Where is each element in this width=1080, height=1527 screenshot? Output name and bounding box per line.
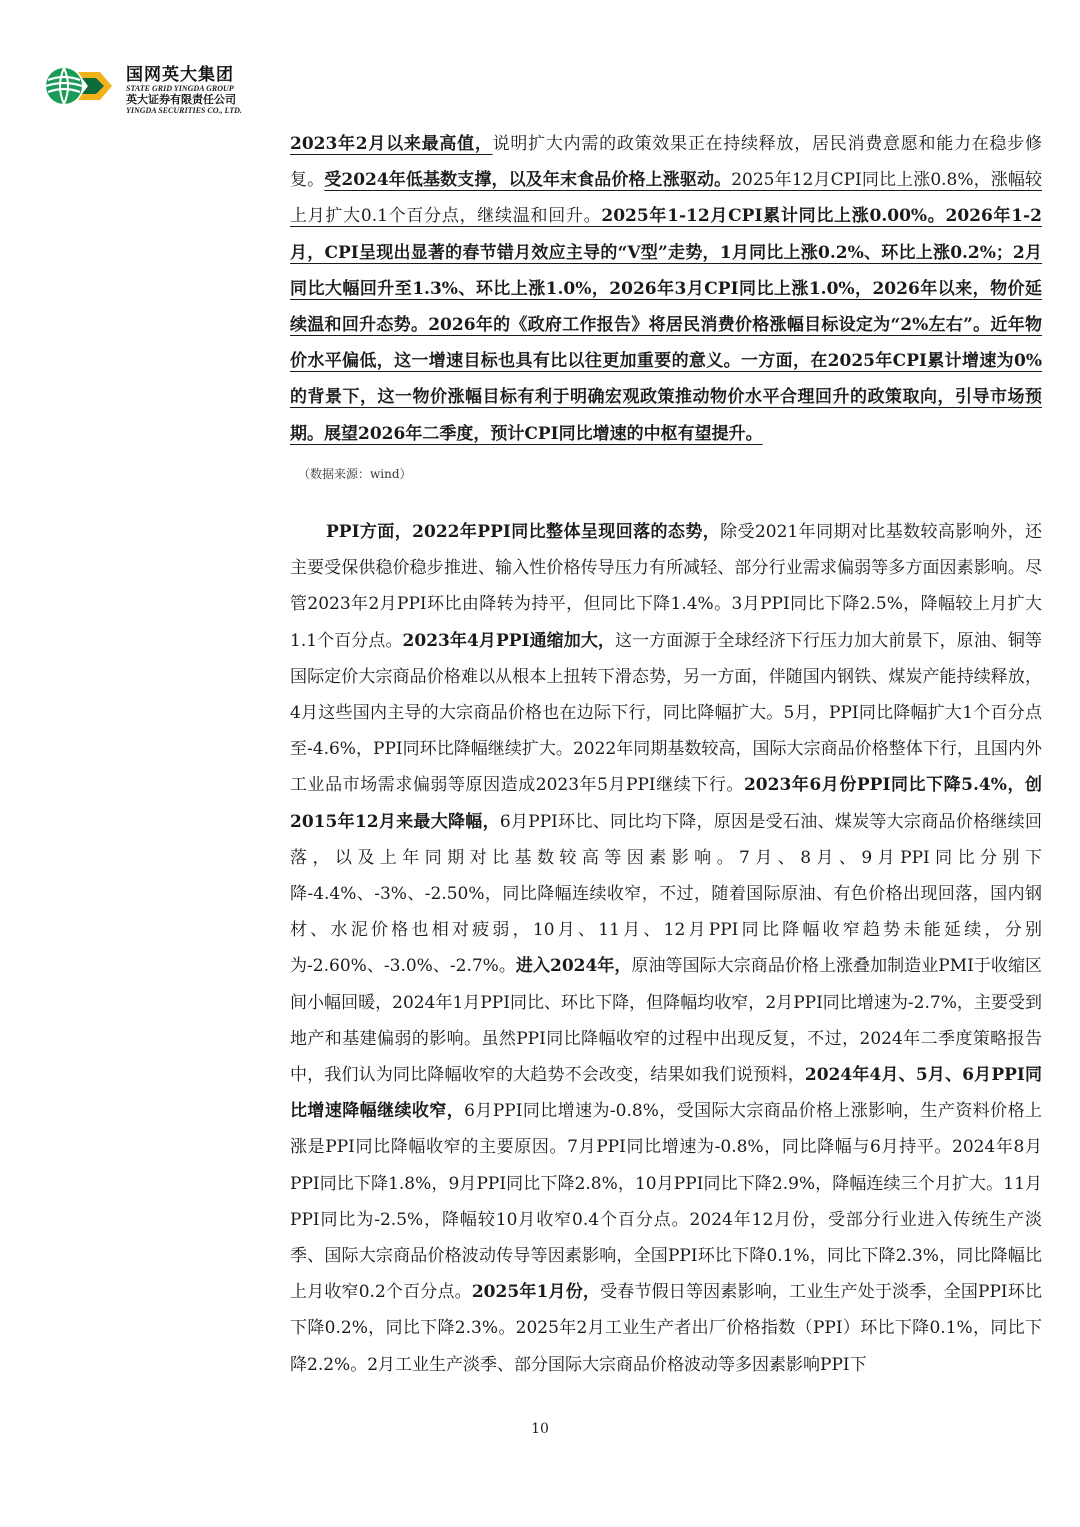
text-segment: PPI方面，2022年PPI同比整体呈现回落的态势， [326,522,721,542]
subsidiary-name-cn: 英大证券有限责任公司 [126,93,236,106]
text-segment: 原油等国际大宗商品价格上涨叠加制造业PMI于收缩区间小幅回暖，2024年1月PPI同比、环比下降，但降幅均收窄，2月PPI同比增速为-2.7%，主要受到地产和基建偏弱的影响。虽然PPI同比降幅收窄的过程中出现反复，不过，2024年二季度策略报告中，我们认为同比降幅收窄的大趋势不会改变，结果如我们说预料， [290,956,1042,1086]
text-segment: 2025年1月份， [471,1282,601,1303]
company-name-en: STATE GRID YINGDA GROUP [126,84,234,93]
text-segment: 2023年4月PPI通缩加大， [402,630,616,651]
subsidiary-name-en: YINGDA SECURITIES CO., LTD. [126,106,242,115]
text-segment: 6月PPI环比、同比均下降，原因是受石油、煤炭等大宗商品价格继续回落，以及上年同期对比基数较高等因素影响。7月、8月、9月PPI同比分别下降-4.4%、-3%、-2.50%，同比降幅连续收窄，不过，随着国际原油、有色价格出现回落，国内钢材、水泥价格也相对疲弱，10月、11月、12月PPI同比降幅收窄趋势未能延续，分别为-2.60%、-3.0%、-2.7%。 [290,811,1042,977]
paragraph-cpi [290,126,1042,452]
text-segment: 受春节假日等因素影响，工业生产处于淡季，全国PPI环比下降0.2%，同比下降2.3%。2025年2月工业生产者出厂价格指数（PPI）环比下降0.1%，同比下降2.2%。2月工业生产淡季、部分国际大宗商品价格波动等多因素影响PPI下 [290,1282,1042,1375]
text-segment: 除受2021年同期对比基数较高影响外，还主要受保供稳价稳步推进、输入性价格传导压力有所减轻、部分行业需求偏弱等多方面因素影响。尽管2023年2月PPI环比由降转为持平，但同比下降1.4%。3月PPI同比下降2.5%，降幅较上月扩大1.1个百分点。 [290,522,1042,651]
text-segment: 受2024年低基数支撑，以及年末食品价格上涨驱动。 [324,170,732,191]
text-segment: 2023年2月以来最高值， [290,134,493,154]
page-header [44,64,364,124]
text-segment: 2024年4月、5月、6月PPI同比增速降幅继续收窄， [290,1065,1042,1122]
text-segment: 2025年12月CPI同比上涨0.8%，涨幅较上月扩大0.1个百分点，继续温和回升。 [290,170,1043,227]
source-note: （数据来源：wind） [298,467,412,481]
paragraph-ppi [290,514,1042,1383]
text-segment: 2023年6月份PPI同比下降5.4%，创2015年12月来最大降幅， [290,775,1043,832]
text-segment: 说明扩大内需的政策效果正在持续释放，居民消费意愿和能力在稳步修复。 [290,134,1042,191]
text-segment: 这一方面源于全球经济下行压力加大前景下，原油、铜等国际定价大宗商品价格难以从根本上扭转下滑态势，另一方面，伴随国内钢铁、煤炭产能持续释放，4月这些国内主导的大宗商品价格也在边际下行，同比降幅扩大。5月，PPI同比降幅扩大1个百分点至-4.6%，PPI同环比降幅继续扩大。2022年同期基数较高，国际大宗商品价格整体下行，且国内外工业品市场需求偏弱等原因造成2023年5月PPI继续下行。 [290,630,1042,796]
company-name-block [126,66,242,115]
text-segment: 进入2024年， [515,956,632,977]
page-number: 10 [531,1421,549,1437]
company-name-cn: 国网英大集团 [126,65,234,85]
text-segment: 2025年1-12月CPI累计同比上涨0.00%。2026年1-2月，CPI呈现出显著的春节错月效应主导的“V型”走势，1月同比上涨0.2%、环比上涨0.2%；2月同比大幅回升至1.3%、环比上涨1.0%，2026年3月CPI同比上涨1.0%，2026年以来，物价延续温和回升态势。2026年的《政府工作报告》将居民消费价格涨幅目标设定为“2%左右”。近年物价水平偏低，这一增速目标也具有比以往更加重要的意义。一方面，在2025年CPI累计增速为0%的背景下，这一物价涨幅目标有利于明确宏观政策推动物价水平合理回升的政策取向，引导市场预期。展望2026年二季度，预计CPI同比增速的中枢有望提升。 [290,206,1042,444]
company-logo-icon [44,66,114,106]
text-segment: 6月PPI同比增速为-0.8%，受国际大宗商品价格上涨影响，生产资料价格上涨是PPI同比降幅收窄的主要原因。7月PPI同比增速为-0.8%，同比降幅与6月持平。2024年8月PPI同比下降1.8%，9月PPI同比下降2.8%，10月PPI同比下降2.9%，降幅连续三个月扩大。11月PPI同比为-2.5%，降幅较10月收窄0.4个百分点。2024年12月份，受部分行业进入传统生产淡季、国际大宗商品价格波动传导等因素影响，全国PPI环比下降0.1%，同比下降2.3%，同比降幅比上月收窄0.2个百分点。 [290,1101,1043,1303]
